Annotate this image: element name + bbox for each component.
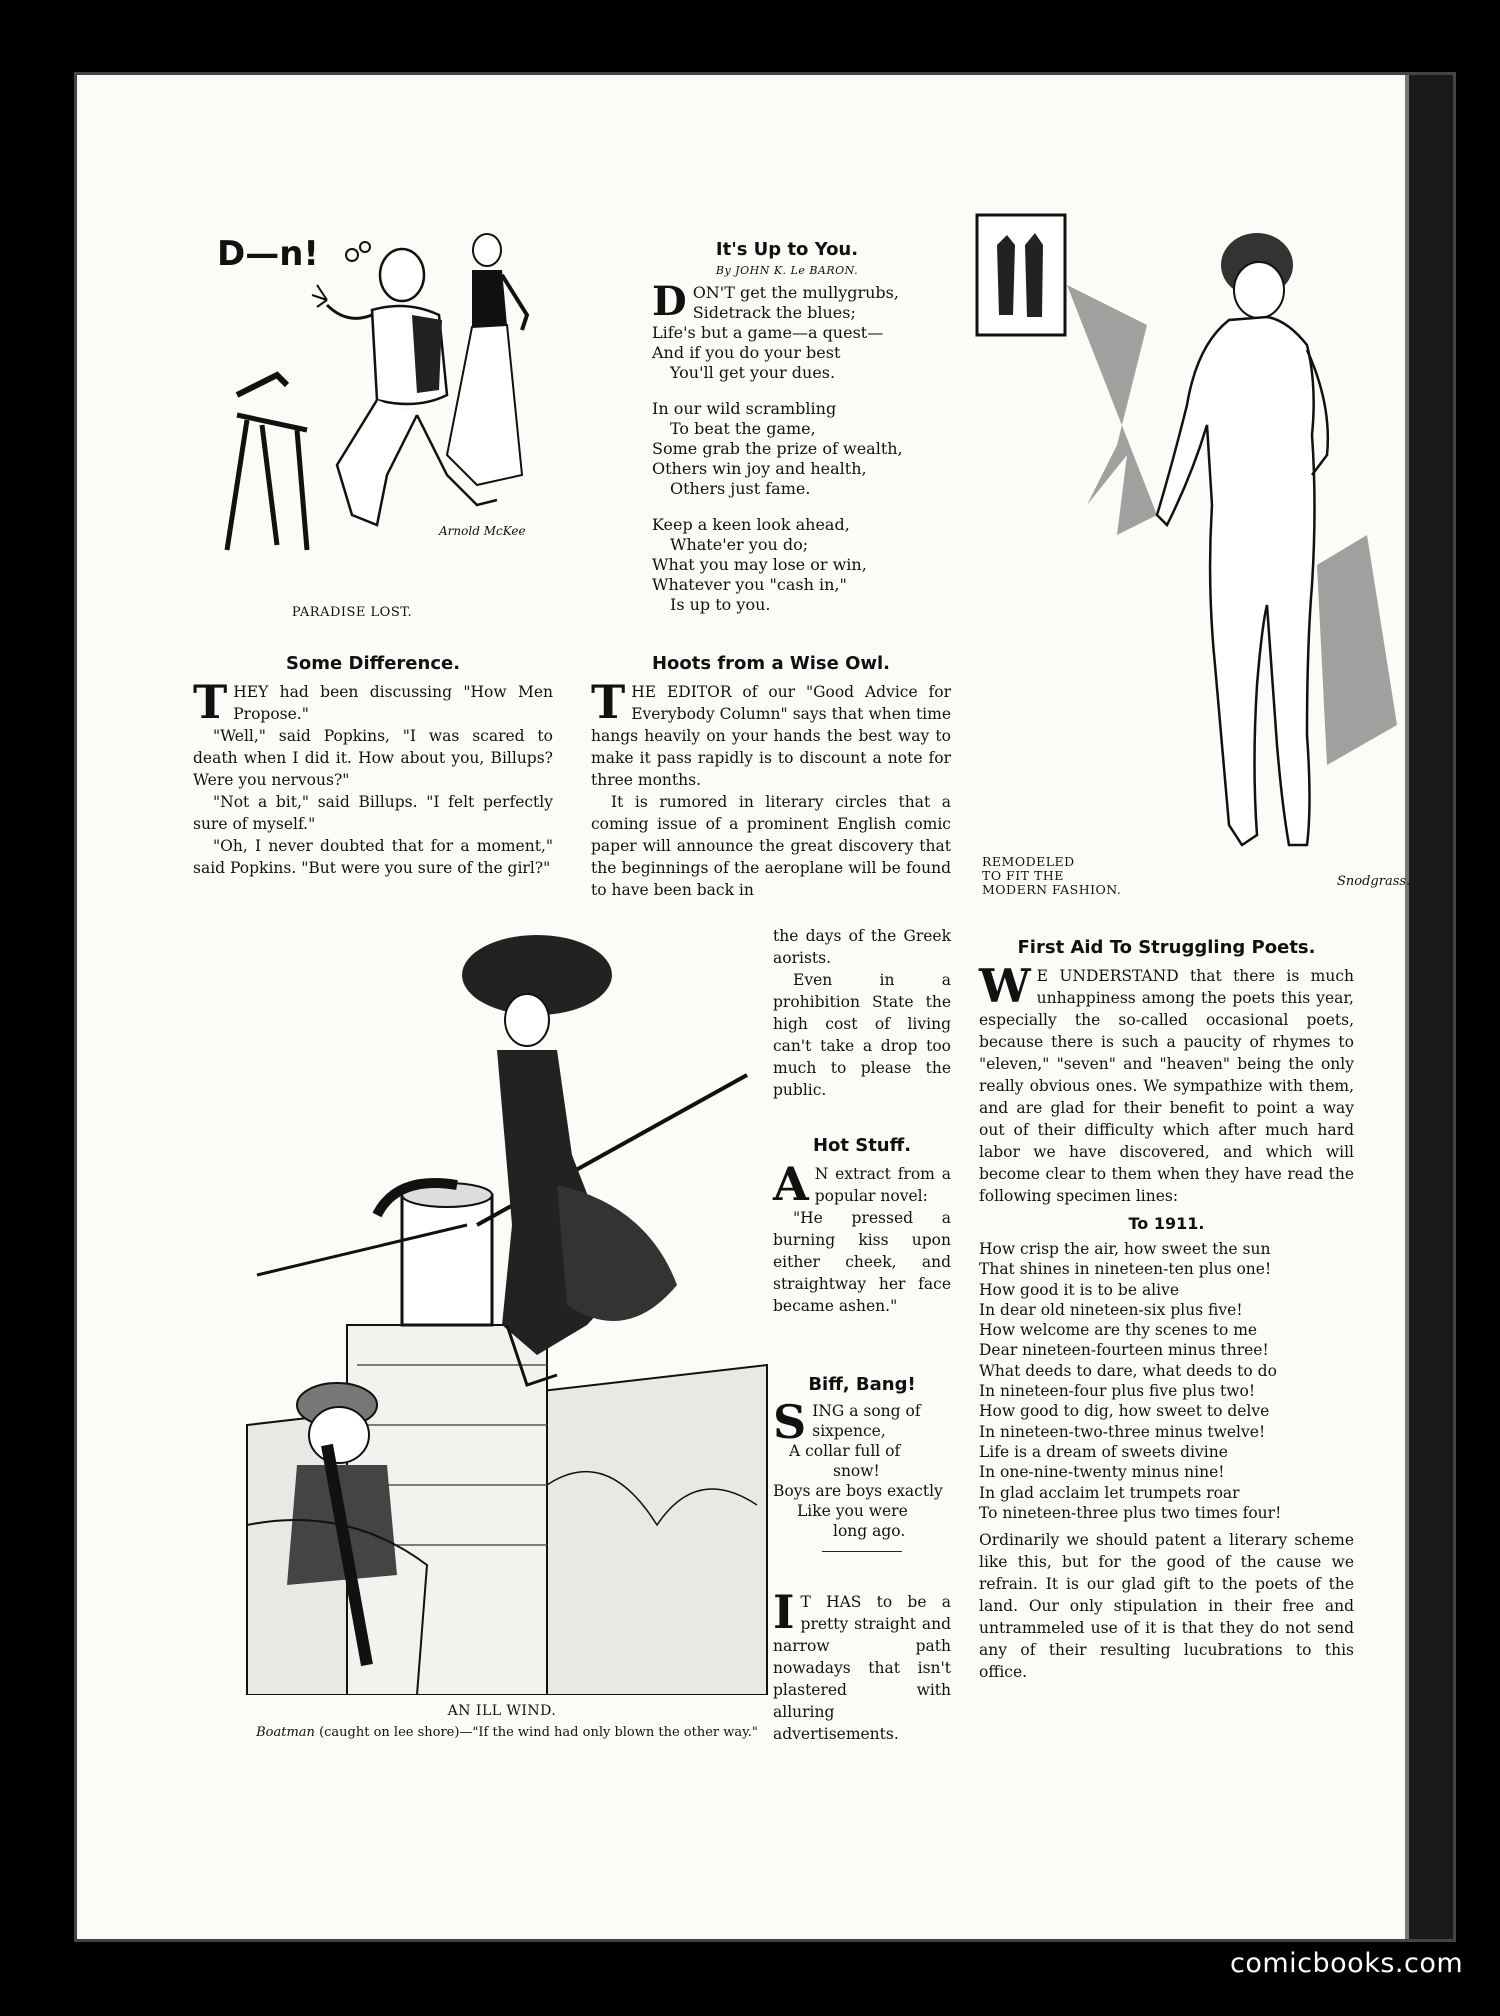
poem-line: How good it is to be alive bbox=[979, 1280, 1180, 1299]
caption-paradise-lost: PARADISE LOST. bbox=[291, 605, 413, 620]
drop-cap: D bbox=[652, 278, 687, 325]
paragraph: HE EDITOR of our "Good Advice for Everybody Column" says that when time hangs heavily on your hands the best way to make it pass rapidly is to discount a note for three months. bbox=[591, 683, 951, 789]
paragraph: E UNDERSTAND that there is much unhappiness among the poets this year, especially the so-called occasional poets, because there is such a paucity of rhymes to "eleven," "seven" and "heaven" being the only really obvious ones. We sympathize with them, and are glad for their benefit to point a way out of their difficulty which after much hard labor we have discovered, and which will become clear to them when they have read the following specimen lines: bbox=[979, 967, 1354, 1205]
drop-cap: W bbox=[979, 959, 1031, 1013]
paragraph: T HAS to be a pretty straight and narrow path nowadays that isn't plastered with alluring advertisements. bbox=[773, 1593, 951, 1743]
poem-line: In our wild scrambling bbox=[652, 399, 837, 418]
caption-modern-fashion bbox=[982, 855, 1121, 897]
article-hoots bbox=[591, 653, 951, 901]
article-first-aid bbox=[979, 937, 1354, 1683]
poem-line: Life is a dream of sweets divine bbox=[979, 1442, 1228, 1461]
paragraph: It is rumored in literary circles that a coming issue of a prominent English comic paper will announce the great discovery that the beginnings of the aeroplane will be found to have been back in bbox=[591, 793, 951, 899]
article-hoots-continued bbox=[773, 925, 951, 1101]
article-title: Biff, Bang! bbox=[808, 1374, 916, 1395]
poem-line: What you may lose or win, bbox=[652, 555, 867, 574]
poem-stanza-3 bbox=[652, 515, 952, 615]
verse-line: long ago. bbox=[833, 1522, 906, 1540]
caption-line: REMODELED bbox=[982, 854, 1075, 869]
poem-stanza-1 bbox=[652, 278, 952, 383]
poem-line: Is up to you. bbox=[670, 595, 771, 614]
drop-cap: A bbox=[773, 1157, 809, 1211]
verse-line: snow! bbox=[833, 1462, 880, 1480]
poem-line: How welcome are thy scenes to me bbox=[979, 1321, 1258, 1340]
paragraph: Even in a prohibition State the high cost of living can't take a drop too much to please the public. bbox=[773, 971, 951, 1099]
article-title: Some Difference. bbox=[285, 653, 461, 674]
paragraph: N extract from a popular novel: bbox=[814, 1165, 951, 1205]
poem-body bbox=[622, 278, 952, 615]
paragraph: Ordinarily we should patent a literary scheme like this, but for the good of the cause we refrain. It is our glad gift to the poets of the land. Our only stipulation in their free and untrammeled use of it is that they do not send any of their resulting lucubrations to this office. bbox=[979, 1531, 1354, 1682]
poem-line: To nineteen-three plus two times four! bbox=[979, 1503, 1282, 1522]
drop-cap: T bbox=[193, 675, 228, 729]
caption-speaker: Boatman bbox=[256, 1725, 315, 1740]
magazine-page bbox=[74, 72, 1456, 1942]
poem-line: And if you do your best bbox=[652, 343, 841, 362]
site-watermark: comicbooks.com bbox=[1230, 1948, 1464, 1979]
verse-line: Like you were bbox=[797, 1502, 908, 1520]
cartoon-paradise-lost bbox=[177, 215, 537, 575]
article-title: First Aid To Struggling Poets. bbox=[1017, 937, 1316, 958]
divider bbox=[822, 1551, 902, 1552]
poem-line: In dear old nineteen-six plus five! bbox=[979, 1300, 1243, 1319]
cartoon-ill-wind bbox=[227, 925, 777, 1695]
cartoon-signature: Arnold McKee bbox=[439, 524, 526, 538]
poem-line: Life's but a game—a quest— bbox=[652, 323, 884, 342]
poem-line: That shines in nineteen-ten plus one! bbox=[979, 1260, 1272, 1279]
verse-line: ING a song of bbox=[812, 1402, 921, 1420]
caption-line: MODERN FASHION. bbox=[982, 882, 1122, 897]
verse-line: Boys are boys exactly bbox=[773, 1482, 943, 1500]
caption-ill-wind: AN ILL WIND. bbox=[447, 1703, 557, 1719]
framed-picture bbox=[977, 215, 1065, 335]
verse-line: A collar full of bbox=[789, 1442, 901, 1460]
poem-line: Keep a keen look ahead, bbox=[652, 515, 850, 534]
caption-dialogue: (caught on lee shore)—"If the wind had only blown the other way." bbox=[319, 1725, 758, 1740]
drop-cap: S bbox=[773, 1395, 807, 1449]
poem-stanza-2 bbox=[652, 399, 952, 499]
poem-line: How good to dig, how sweet to delve bbox=[979, 1402, 1270, 1421]
verse-line: sixpence, bbox=[812, 1422, 886, 1440]
poem-line: In nineteen-two-three minus twelve! bbox=[979, 1422, 1266, 1441]
poem-line: To beat the game, bbox=[670, 419, 816, 438]
poem-its-up-to-you bbox=[622, 239, 952, 631]
paragraph: "He pressed a burning kiss upon either cheek, and straightway her face became ashen." bbox=[773, 1209, 951, 1315]
poem-byline: By JOHN K. Le BARON. bbox=[715, 264, 859, 277]
caption-ill-wind-sub bbox=[227, 1725, 787, 1740]
drop-cap: I bbox=[773, 1585, 795, 1639]
paragraph: HEY had been discussing "How Men Propose." bbox=[233, 683, 553, 723]
paragraph: "Oh, I never doubted that for a moment," said Popkins. "But were you sure of the girl?" bbox=[193, 837, 553, 877]
paragraph: "Not a bit," said Billups. "I felt perfectly sure of myself." bbox=[193, 793, 553, 833]
poem-line: ON'T get the mullygrubs, bbox=[692, 283, 899, 302]
poem-line: Whate'er you do; bbox=[670, 535, 809, 554]
poem-line: In one-nine-twenty minus nine! bbox=[979, 1463, 1225, 1482]
paragraph: the days of the Greek aorists. bbox=[773, 927, 951, 967]
article-title: Hoots from a Wise Owl. bbox=[651, 653, 891, 674]
paragraph: "Well," said Popkins, "I was scared to death when I did it. How about you, Billups? Were you nervous?" bbox=[193, 727, 553, 789]
poem-line: In glad acclaim let trumpets roar bbox=[979, 1483, 1240, 1502]
article-straight-path bbox=[773, 1585, 951, 1745]
caption-line: TO FIT THE bbox=[982, 868, 1064, 883]
poem-title: It's Up to You. bbox=[715, 239, 859, 260]
article-title: Hot Stuff. bbox=[812, 1135, 912, 1156]
drop-cap: T bbox=[591, 675, 626, 729]
artist-signature: Snodgrass. bbox=[1337, 874, 1411, 889]
article-some-difference bbox=[193, 653, 553, 879]
poem-line: In nineteen-four plus five plus two! bbox=[979, 1382, 1256, 1401]
poem-line: Dear nineteen-fourteen minus three! bbox=[979, 1341, 1269, 1360]
poem-line: Others win joy and health, bbox=[652, 459, 867, 478]
poem-line: Some grab the prize of wealth, bbox=[652, 439, 903, 458]
article-hot-stuff bbox=[773, 1135, 951, 1317]
poem-line: Sidetrack the blues; bbox=[692, 303, 856, 322]
poem-line: How crisp the air, how sweet the sun bbox=[979, 1240, 1271, 1258]
poem-line: Whatever you "cash in," bbox=[652, 575, 847, 594]
cartoon-exclamation: D—n! bbox=[217, 234, 319, 274]
poem-title: To 1911. bbox=[1128, 1214, 1205, 1233]
poem-line: Others just fame. bbox=[670, 479, 811, 498]
poem-line: What deeds to dare, what deeds to do bbox=[979, 1361, 1277, 1380]
poem-to-1911 bbox=[979, 1239, 1354, 1523]
poem-line: You'll get your dues. bbox=[670, 363, 836, 382]
article-biff-bang bbox=[773, 1375, 951, 1562]
